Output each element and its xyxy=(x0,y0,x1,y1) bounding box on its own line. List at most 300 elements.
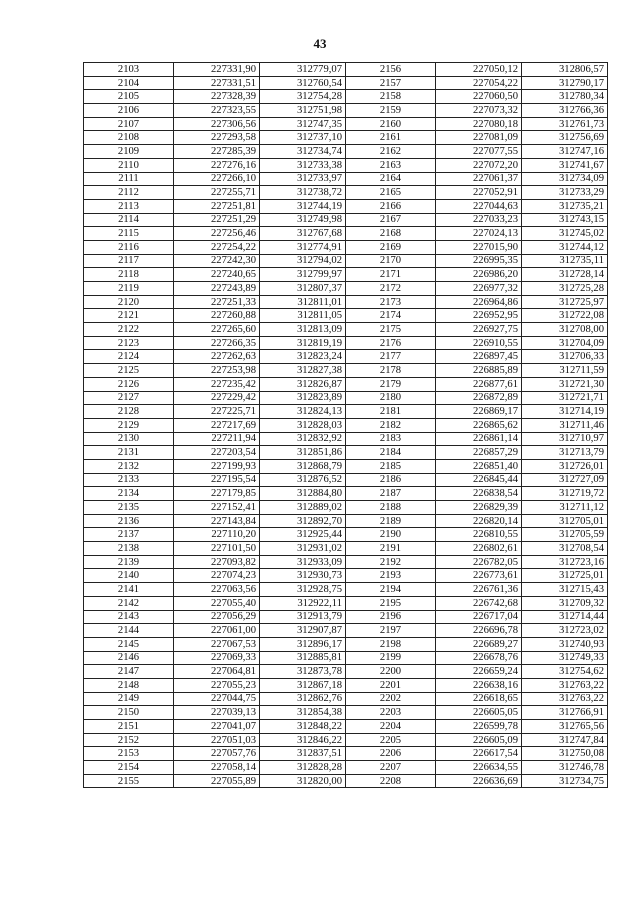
table-row xyxy=(84,446,608,460)
table-row xyxy=(84,323,608,337)
y-coordinate-right: 312714,44 xyxy=(522,610,608,624)
x-coordinate-left: 227251,29 xyxy=(174,213,260,227)
point-number-right: 2182 xyxy=(346,418,436,432)
point-number-right: 2176 xyxy=(346,336,436,350)
y-coordinate-right: 312766,91 xyxy=(522,706,608,720)
x-coordinate-right: 226618,65 xyxy=(436,692,522,706)
y-coordinate-left: 312811,05 xyxy=(260,309,346,323)
y-coordinate-right: 312708,54 xyxy=(522,542,608,556)
table-row xyxy=(84,774,608,788)
y-coordinate-left: 312930,73 xyxy=(260,569,346,583)
x-coordinate-right: 226773,61 xyxy=(436,569,522,583)
y-coordinate-left: 312734,74 xyxy=(260,145,346,159)
table-row xyxy=(84,145,608,159)
table-row xyxy=(84,720,608,734)
x-coordinate-right: 227024,13 xyxy=(436,227,522,241)
point-number-right: 2186 xyxy=(346,473,436,487)
table-row xyxy=(84,706,608,720)
y-coordinate-left: 312931,02 xyxy=(260,542,346,556)
x-coordinate-right: 226810,55 xyxy=(436,528,522,542)
y-coordinate-left: 312862,76 xyxy=(260,692,346,706)
y-coordinate-left: 312799,97 xyxy=(260,268,346,282)
y-coordinate-left: 312837,51 xyxy=(260,747,346,761)
point-number-left: 2118 xyxy=(84,268,174,282)
x-coordinate-right: 226820,14 xyxy=(436,514,522,528)
x-coordinate-left: 227217,69 xyxy=(174,418,260,432)
table-row xyxy=(84,213,608,227)
x-coordinate-right: 226865,62 xyxy=(436,418,522,432)
y-coordinate-left: 312774,91 xyxy=(260,240,346,254)
table-row xyxy=(84,651,608,665)
point-number-right: 2183 xyxy=(346,432,436,446)
point-number-right: 2189 xyxy=(346,514,436,528)
y-coordinate-right: 312709,32 xyxy=(522,596,608,610)
x-coordinate-right: 226617,54 xyxy=(436,747,522,761)
point-number-left: 2116 xyxy=(84,240,174,254)
x-coordinate-right: 226742,68 xyxy=(436,596,522,610)
point-number-right: 2172 xyxy=(346,282,436,296)
x-coordinate-right: 226872,89 xyxy=(436,391,522,405)
y-coordinate-left: 312823,89 xyxy=(260,391,346,405)
y-coordinate-left: 312733,97 xyxy=(260,172,346,186)
x-coordinate-right: 226599,78 xyxy=(436,720,522,734)
y-coordinate-right: 312722,08 xyxy=(522,309,608,323)
y-coordinate-right: 312705,01 xyxy=(522,514,608,528)
x-coordinate-right: 227015,90 xyxy=(436,240,522,254)
y-coordinate-right: 312708,00 xyxy=(522,323,608,337)
x-coordinate-right: 226952,95 xyxy=(436,309,522,323)
point-number-right: 2177 xyxy=(346,350,436,364)
point-number-left: 2130 xyxy=(84,432,174,446)
y-coordinate-left: 312913,79 xyxy=(260,610,346,624)
point-number-left: 2126 xyxy=(84,377,174,391)
point-number-left: 2143 xyxy=(84,610,174,624)
point-number-left: 2150 xyxy=(84,706,174,720)
point-number-left: 2153 xyxy=(84,747,174,761)
y-coordinate-right: 312780,34 xyxy=(522,90,608,104)
y-coordinate-right: 312719,72 xyxy=(522,487,608,501)
point-number-left: 2134 xyxy=(84,487,174,501)
point-number-left: 2109 xyxy=(84,145,174,159)
y-coordinate-left: 312811,01 xyxy=(260,295,346,309)
x-coordinate-right: 226897,45 xyxy=(436,350,522,364)
x-coordinate-right: 227044,63 xyxy=(436,199,522,213)
point-number-left: 2155 xyxy=(84,774,174,788)
x-coordinate-left: 227195,54 xyxy=(174,473,260,487)
point-number-right: 2178 xyxy=(346,364,436,378)
x-coordinate-left: 227251,81 xyxy=(174,199,260,213)
x-coordinate-right: 227081,09 xyxy=(436,131,522,145)
x-coordinate-left: 227101,50 xyxy=(174,542,260,556)
table-row xyxy=(84,473,608,487)
point-number-left: 2115 xyxy=(84,227,174,241)
point-number-left: 2104 xyxy=(84,76,174,90)
x-coordinate-left: 227323,55 xyxy=(174,104,260,118)
coordinates-table-body xyxy=(84,63,608,788)
y-coordinate-left: 312848,22 xyxy=(260,720,346,734)
x-coordinate-right: 226964,86 xyxy=(436,295,522,309)
x-coordinate-right: 226659,24 xyxy=(436,665,522,679)
point-number-left: 2152 xyxy=(84,733,174,747)
y-coordinate-left: 312933,09 xyxy=(260,555,346,569)
x-coordinate-left: 227293,58 xyxy=(174,131,260,145)
y-coordinate-right: 312711,59 xyxy=(522,364,608,378)
x-coordinate-right: 226977,32 xyxy=(436,282,522,296)
x-coordinate-right: 227080,18 xyxy=(436,117,522,131)
point-number-right: 2188 xyxy=(346,501,436,515)
x-coordinate-left: 227265,60 xyxy=(174,323,260,337)
x-coordinate-right: 227052,91 xyxy=(436,186,522,200)
point-number-left: 2119 xyxy=(84,282,174,296)
table-row xyxy=(84,227,608,241)
y-coordinate-left: 312754,28 xyxy=(260,90,346,104)
point-number-right: 2156 xyxy=(346,63,436,77)
y-coordinate-left: 312868,79 xyxy=(260,459,346,473)
point-number-left: 2106 xyxy=(84,104,174,118)
x-coordinate-left: 227067,53 xyxy=(174,637,260,651)
point-number-left: 2103 xyxy=(84,63,174,77)
point-number-left: 2113 xyxy=(84,199,174,213)
y-coordinate-left: 312867,18 xyxy=(260,678,346,692)
x-coordinate-right: 227073,32 xyxy=(436,104,522,118)
x-coordinate-left: 227255,71 xyxy=(174,186,260,200)
x-coordinate-left: 227253,98 xyxy=(174,364,260,378)
table-row xyxy=(84,117,608,131)
y-coordinate-left: 312747,35 xyxy=(260,117,346,131)
table-row xyxy=(84,432,608,446)
point-number-left: 2135 xyxy=(84,501,174,515)
x-coordinate-left: 227055,89 xyxy=(174,774,260,788)
x-coordinate-left: 227260,88 xyxy=(174,309,260,323)
table-row xyxy=(84,514,608,528)
point-number-right: 2165 xyxy=(346,186,436,200)
point-number-left: 2121 xyxy=(84,309,174,323)
table-row xyxy=(84,487,608,501)
point-number-right: 2171 xyxy=(346,268,436,282)
y-coordinate-right: 312725,97 xyxy=(522,295,608,309)
point-number-right: 2180 xyxy=(346,391,436,405)
point-number-left: 2112 xyxy=(84,186,174,200)
x-coordinate-left: 227276,16 xyxy=(174,158,260,172)
point-number-right: 2197 xyxy=(346,624,436,638)
x-coordinate-left: 227055,40 xyxy=(174,596,260,610)
table-row xyxy=(84,528,608,542)
y-coordinate-right: 312728,14 xyxy=(522,268,608,282)
point-number-left: 2141 xyxy=(84,583,174,597)
y-coordinate-left: 312749,98 xyxy=(260,213,346,227)
y-coordinate-right: 312790,17 xyxy=(522,76,608,90)
point-number-right: 2160 xyxy=(346,117,436,131)
point-number-left: 2127 xyxy=(84,391,174,405)
x-coordinate-right: 226638,16 xyxy=(436,678,522,692)
point-number-left: 2132 xyxy=(84,459,174,473)
y-coordinate-left: 312751,98 xyxy=(260,104,346,118)
table-row xyxy=(84,405,608,419)
y-coordinate-right: 312721,71 xyxy=(522,391,608,405)
x-coordinate-left: 227243,89 xyxy=(174,282,260,296)
x-coordinate-right: 226761,36 xyxy=(436,583,522,597)
point-number-left: 2146 xyxy=(84,651,174,665)
point-number-right: 2163 xyxy=(346,158,436,172)
point-number-right: 2159 xyxy=(346,104,436,118)
table-row xyxy=(84,637,608,651)
point-number-left: 2136 xyxy=(84,514,174,528)
point-number-left: 2131 xyxy=(84,446,174,460)
y-coordinate-right: 312710,97 xyxy=(522,432,608,446)
point-number-right: 2191 xyxy=(346,542,436,556)
point-number-right: 2194 xyxy=(346,583,436,597)
y-coordinate-left: 312826,87 xyxy=(260,377,346,391)
point-number-right: 2179 xyxy=(346,377,436,391)
x-coordinate-right: 226634,55 xyxy=(436,761,522,775)
point-number-left: 2137 xyxy=(84,528,174,542)
y-coordinate-left: 312823,24 xyxy=(260,350,346,364)
x-coordinate-right: 226829,39 xyxy=(436,501,522,515)
point-number-right: 2173 xyxy=(346,295,436,309)
x-coordinate-left: 227203,54 xyxy=(174,446,260,460)
y-coordinate-right: 312733,29 xyxy=(522,186,608,200)
x-coordinate-left: 227069,33 xyxy=(174,651,260,665)
y-coordinate-right: 312747,16 xyxy=(522,145,608,159)
x-coordinate-right: 226605,05 xyxy=(436,706,522,720)
table-row xyxy=(84,336,608,350)
y-coordinate-right: 312744,12 xyxy=(522,240,608,254)
table-row xyxy=(84,309,608,323)
point-number-left: 2120 xyxy=(84,295,174,309)
table-row xyxy=(84,158,608,172)
x-coordinate-right: 226851,40 xyxy=(436,459,522,473)
y-coordinate-right: 312714,19 xyxy=(522,405,608,419)
x-coordinate-left: 227225,71 xyxy=(174,405,260,419)
x-coordinate-left: 227058,14 xyxy=(174,761,260,775)
table-row xyxy=(84,295,608,309)
y-coordinate-left: 312827,38 xyxy=(260,364,346,378)
x-coordinate-left: 227331,51 xyxy=(174,76,260,90)
x-coordinate-left: 227242,30 xyxy=(174,254,260,268)
point-number-right: 2199 xyxy=(346,651,436,665)
y-coordinate-left: 312889,02 xyxy=(260,501,346,515)
y-coordinate-right: 312749,33 xyxy=(522,651,608,665)
y-coordinate-right: 312743,15 xyxy=(522,213,608,227)
point-number-left: 2133 xyxy=(84,473,174,487)
x-coordinate-right: 226838,54 xyxy=(436,487,522,501)
table-row xyxy=(84,377,608,391)
point-number-left: 2148 xyxy=(84,678,174,692)
point-number-left: 2107 xyxy=(84,117,174,131)
point-number-right: 2158 xyxy=(346,90,436,104)
point-number-right: 2192 xyxy=(346,555,436,569)
x-coordinate-left: 227041,07 xyxy=(174,720,260,734)
x-coordinate-right: 227033,23 xyxy=(436,213,522,227)
point-number-right: 2168 xyxy=(346,227,436,241)
table-row xyxy=(84,63,608,77)
x-coordinate-left: 227093,82 xyxy=(174,555,260,569)
point-number-left: 2144 xyxy=(84,624,174,638)
table-row xyxy=(84,186,608,200)
x-coordinate-left: 227063,56 xyxy=(174,583,260,597)
y-coordinate-left: 312928,75 xyxy=(260,583,346,597)
x-coordinate-right: 226857,29 xyxy=(436,446,522,460)
point-number-right: 2175 xyxy=(346,323,436,337)
point-number-left: 2139 xyxy=(84,555,174,569)
x-coordinate-right: 226910,55 xyxy=(436,336,522,350)
point-number-left: 2108 xyxy=(84,131,174,145)
x-coordinate-left: 227152,41 xyxy=(174,501,260,515)
y-coordinate-left: 312738,72 xyxy=(260,186,346,200)
y-coordinate-left: 312779,07 xyxy=(260,63,346,77)
y-coordinate-right: 312765,56 xyxy=(522,720,608,734)
x-coordinate-left: 227143,84 xyxy=(174,514,260,528)
x-coordinate-left: 227266,10 xyxy=(174,172,260,186)
y-coordinate-left: 312896,17 xyxy=(260,637,346,651)
point-number-left: 2117 xyxy=(84,254,174,268)
table-row xyxy=(84,240,608,254)
point-number-left: 2110 xyxy=(84,158,174,172)
y-coordinate-left: 312885,81 xyxy=(260,651,346,665)
x-coordinate-right: 226636,69 xyxy=(436,774,522,788)
table-row xyxy=(84,583,608,597)
point-number-right: 2185 xyxy=(346,459,436,473)
y-coordinate-left: 312846,22 xyxy=(260,733,346,747)
x-coordinate-right: 226869,17 xyxy=(436,405,522,419)
y-coordinate-right: 312741,67 xyxy=(522,158,608,172)
x-coordinate-right: 226986,20 xyxy=(436,268,522,282)
x-coordinate-right: 227061,37 xyxy=(436,172,522,186)
x-coordinate-left: 227039,13 xyxy=(174,706,260,720)
y-coordinate-right: 312763,22 xyxy=(522,692,608,706)
y-coordinate-right: 312735,11 xyxy=(522,254,608,268)
x-coordinate-right: 226885,89 xyxy=(436,364,522,378)
table-row xyxy=(84,268,608,282)
y-coordinate-left: 312760,54 xyxy=(260,76,346,90)
x-coordinate-right: 226605,09 xyxy=(436,733,522,747)
x-coordinate-left: 227328,39 xyxy=(174,90,260,104)
y-coordinate-right: 312754,62 xyxy=(522,665,608,679)
point-number-right: 2193 xyxy=(346,569,436,583)
y-coordinate-right: 312761,73 xyxy=(522,117,608,131)
x-coordinate-right: 226782,05 xyxy=(436,555,522,569)
point-number-right: 2207 xyxy=(346,761,436,775)
point-number-left: 2125 xyxy=(84,364,174,378)
y-coordinate-left: 312744,19 xyxy=(260,199,346,213)
y-coordinate-right: 312725,01 xyxy=(522,569,608,583)
point-number-right: 2206 xyxy=(346,747,436,761)
point-number-right: 2187 xyxy=(346,487,436,501)
point-number-left: 2138 xyxy=(84,542,174,556)
y-coordinate-left: 312925,44 xyxy=(260,528,346,542)
table-row xyxy=(84,624,608,638)
x-coordinate-left: 227331,90 xyxy=(174,63,260,77)
x-coordinate-left: 227179,85 xyxy=(174,487,260,501)
x-coordinate-left: 227044,75 xyxy=(174,692,260,706)
point-number-left: 2123 xyxy=(84,336,174,350)
y-coordinate-left: 312854,38 xyxy=(260,706,346,720)
table-row xyxy=(84,542,608,556)
y-coordinate-right: 312806,57 xyxy=(522,63,608,77)
x-coordinate-right: 226845,44 xyxy=(436,473,522,487)
x-coordinate-right: 226877,61 xyxy=(436,377,522,391)
x-coordinate-right: 226696,78 xyxy=(436,624,522,638)
x-coordinate-left: 227254,22 xyxy=(174,240,260,254)
point-number-right: 2157 xyxy=(346,76,436,90)
y-coordinate-left: 312884,80 xyxy=(260,487,346,501)
y-coordinate-left: 312832,92 xyxy=(260,432,346,446)
x-coordinate-left: 227110,20 xyxy=(174,528,260,542)
table-row xyxy=(84,172,608,186)
point-number-right: 2166 xyxy=(346,199,436,213)
y-coordinate-left: 312876,52 xyxy=(260,473,346,487)
y-coordinate-left: 312819,19 xyxy=(260,336,346,350)
y-coordinate-right: 312711,46 xyxy=(522,418,608,432)
table-row xyxy=(84,199,608,213)
y-coordinate-right: 312750,08 xyxy=(522,747,608,761)
x-coordinate-left: 227057,76 xyxy=(174,747,260,761)
y-coordinate-right: 312711,12 xyxy=(522,501,608,515)
y-coordinate-left: 312813,09 xyxy=(260,323,346,337)
point-number-right: 2204 xyxy=(346,720,436,734)
point-number-right: 2164 xyxy=(346,172,436,186)
table-row xyxy=(84,610,608,624)
x-coordinate-left: 227251,33 xyxy=(174,295,260,309)
y-coordinate-right: 312734,75 xyxy=(522,774,608,788)
y-coordinate-right: 312713,79 xyxy=(522,446,608,460)
point-number-right: 2201 xyxy=(346,678,436,692)
y-coordinate-right: 312747,84 xyxy=(522,733,608,747)
x-coordinate-right: 227050,12 xyxy=(436,63,522,77)
x-coordinate-left: 227051,03 xyxy=(174,733,260,747)
y-coordinate-right: 312723,16 xyxy=(522,555,608,569)
point-number-left: 2147 xyxy=(84,665,174,679)
y-coordinate-right: 312705,59 xyxy=(522,528,608,542)
x-coordinate-left: 227256,46 xyxy=(174,227,260,241)
table-row xyxy=(84,733,608,747)
point-number-right: 2169 xyxy=(346,240,436,254)
table-row xyxy=(84,459,608,473)
y-coordinate-left: 312737,10 xyxy=(260,131,346,145)
x-coordinate-left: 227306,56 xyxy=(174,117,260,131)
y-coordinate-left: 312907,87 xyxy=(260,624,346,638)
y-coordinate-right: 312734,09 xyxy=(522,172,608,186)
y-coordinate-right: 312726,01 xyxy=(522,459,608,473)
x-coordinate-left: 227262,63 xyxy=(174,350,260,364)
table-row xyxy=(84,104,608,118)
point-number-right: 2184 xyxy=(346,446,436,460)
y-coordinate-right: 312723,02 xyxy=(522,624,608,638)
point-number-right: 2162 xyxy=(346,145,436,159)
x-coordinate-left: 227064,81 xyxy=(174,665,260,679)
point-number-right: 2195 xyxy=(346,596,436,610)
x-coordinate-right: 226717,04 xyxy=(436,610,522,624)
point-number-left: 2129 xyxy=(84,418,174,432)
x-coordinate-right: 226689,27 xyxy=(436,637,522,651)
point-number-right: 2198 xyxy=(346,637,436,651)
y-coordinate-left: 312767,68 xyxy=(260,227,346,241)
table-row xyxy=(84,747,608,761)
x-coordinate-right: 227054,22 xyxy=(436,76,522,90)
y-coordinate-right: 312740,93 xyxy=(522,637,608,651)
y-coordinate-right: 312745,02 xyxy=(522,227,608,241)
point-number-left: 2114 xyxy=(84,213,174,227)
y-coordinate-left: 312794,02 xyxy=(260,254,346,268)
point-number-left: 2124 xyxy=(84,350,174,364)
coordinates-table xyxy=(83,62,608,788)
y-coordinate-left: 312824,13 xyxy=(260,405,346,419)
x-coordinate-left: 227285,39 xyxy=(174,145,260,159)
y-coordinate-left: 312733,38 xyxy=(260,158,346,172)
table-row xyxy=(84,569,608,583)
x-coordinate-right: 226995,35 xyxy=(436,254,522,268)
point-number-left: 2140 xyxy=(84,569,174,583)
